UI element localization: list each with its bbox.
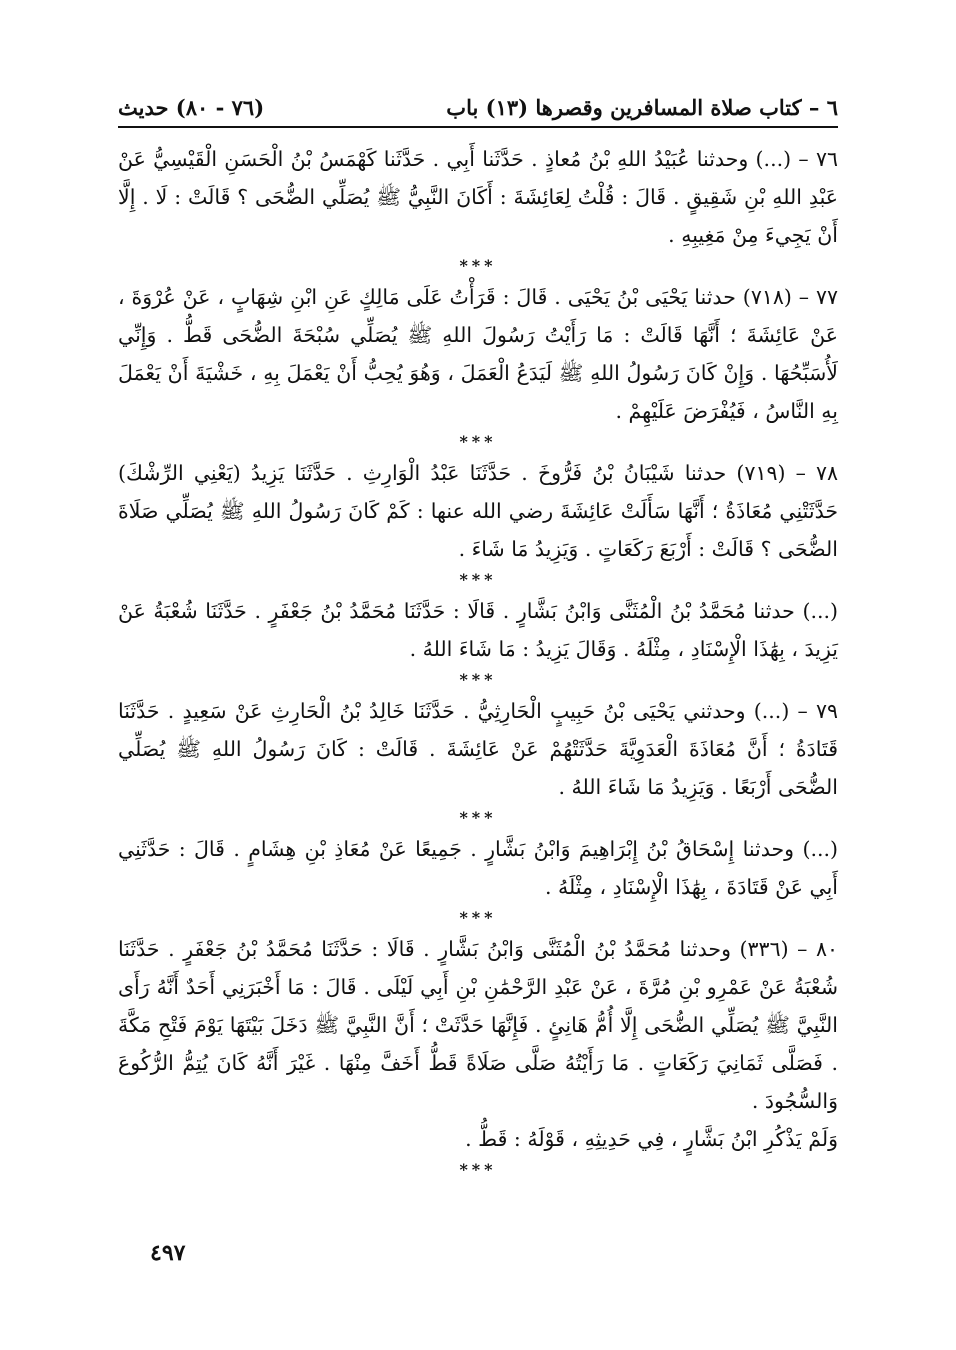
separator: *** (459, 432, 497, 451)
hadith-79-variant: (...) وحدثنا إِسْحَاقُ بْنُ إِبْرَاهِيمَ وَابْنُ بَشَّارٍ . جَمِيعًا عَنْ مُعَاذِ بْنِ هِشَامٍ . قَالَ : حَدَّثَنِي أَبِي عَنْ قَتَادَةَ ، بِهَٰذَا الْإِسْنَادِ ، مِثْلَهُ . (118, 837, 838, 899)
separator: *** (459, 570, 497, 589)
separator: *** (459, 808, 497, 827)
separator: *** (459, 908, 497, 927)
separator: *** (459, 1160, 497, 1179)
hadith-80: ٨٠ – (٣٣٦) وحدثنا مُحَمَّدُ بْنُ الْمُثَنَّى وَابْنُ بَشَّارٍ . قَالَا : حَدَّثَنَا مُحَمَّدُ بْنُ جَعْفَرٍ . حَدَّثَنَا شُعْبَةُ عَنْ عَمْرِو بْنِ مُرَّةَ ، عَنْ عَبْدِ الرَّحْمَٰنِ بْنِ أَبِي لَيْلَى . قَالَ : مَا أَخْبَرَنِي أَحَدٌ أَنَّهُ رَأَى النَّبِيَّ ﷺ يُصَلِّي الضُّحَى إِلَّا أُمُّ هَانِئٍ . فَإِنَّهَا حَدَّثَتْ ؛ أَنَّ النَّبِيَّ ﷺ دَخَلَ بَيْتَهَا يَوْمَ فَتْحِ مَكَّةَ . فَصَلَّى ثَمَانِيَ رَكَعَاتٍ . مَا رَأَيْتُهُ صَلَّى صَلَاةً قَطُّ أَخَفَّ مِنْهَا . غَيْرَ أَنَّهُ كَانَ يُتِمُّ الرُّكُوعَ وَالسُّجُودَ . (118, 937, 838, 1113)
hadith-79: ٧٩ – (...) وحدثني يَحْيَى بْنُ حَبِيبٍ الْحَارِثِيُّ . حَدَّثَنَا خَالِدُ بْنُ الْحَارِثِ عَنْ سَعِيدٍ . حَدَّثَنَا قَتَادَةُ ؛ أَنَّ مُعَاذَةَ الْعَدَوِيَّةَ حَدَّثَتْهُمْ عَنْ عَائِشَةَ . قَالَتْ : كَانَ رَسُولُ اللهِ ﷺ يُصَلِّي الضُّحَى أَرْبَعًا . وَيَزِيدُ مَا شَاءَ اللهُ . (118, 699, 838, 799)
hadith-77: ٧٧ – (٧١٨) حدثنا يَحْيَى بْنُ يَحْيَى . قَالَ : قَرَأْتُ عَلَى مَالِكٍ عَنِ ابْنِ شِهَابٍ ، عَنْ عُرْوَةَ ، عَنْ عَائِشَةَ ؛ أَنَّهَا قَالَتْ : مَا رَأَيْتُ رَسُولَ اللهِ ﷺ يُصَلِّي سُبْحَةَ الضُّحَى قَطُّ . وَإِنِّي لَأُسَبِّحُهَا . وَإِنْ كَانَ رَسُولُ اللهِ ﷺ لَيَدَعُ الْعَمَلَ ، وَهُوَ يُحِبُّ أَنْ يَعْمَلَ بِهِ ، خَشْيَةَ أَنْ يَعْمَلَ بِهِ النَّاسُ ، فَيُفْرَضَ عَلَيْهِمْ . (118, 285, 839, 423)
hadith-80-note: وَلَمْ يَذْكُرِ ابْنُ بَشَّارٍ ، فِي حَدِيثِهِ ، قَوْلَهُ : قَطُّ . (465, 1127, 838, 1151)
hadith-76: ٧٦ – (...) وحدثنا عُبَيْدُ اللهِ بْنُ مُعاذٍ . حَدَّثَنا أَبِي . حَدَّثَنا كَهْمَسُ بْنُ الْحَسَنِ الْقَيْسِيُّ عَنْ عَبْدِ اللهِ بْنِ شَقِيقٍ . قَالَ : قُلْتُ لِعَائِشَةَ : أَكَانَ النَّبِيُّ ﷺ يُصَلِّي الضُّحَى ؟ قَالَتْ : لَا . إِلَّا أَنْ يَجِيءَ مِنْ مَغِيبِهِ . (118, 147, 838, 247)
running-header (118, 84, 838, 128)
separator: *** (459, 670, 497, 689)
chapter-title: ٦ – كتاب صلاة المسافرين وقصرها (١٣) باب (446, 95, 838, 120)
hadith-78-variant: (...) حدثنا مُحَمَّدُ بْنُ الْمُثَنَّى وَابْنُ بَشَّارٍ . قَالَا : حَدَّثَنَا مُحَمَّدُ بْنُ جَعْفَرٍ . حَدَّثَنَا شُعْبَةُ عَنْ يَزِيدَ ، بِهَٰذَا الْإِسْنَادِ ، مِثْلَهُ . وَقَالَ يَزِيدُ : مَا شَاءَ اللهُ . (118, 599, 838, 661)
hadith-range: (٧٦ - ٨٠) حديث (118, 95, 265, 120)
hadith-78: ٧٨ – (٧١٩) حدثنا شَيْبَانُ بْنُ فَرُّوخَ . حَدَّثَنَا عَبْدُ الْوَارِثِ . حَدَّثَنَا يَزِيدُ (يَعْنِي الرِّشْكَ) حَدَّثَتْنِي مُعَاذَةُ ؛ أَنَّهَا سَأَلَتْ عَائِشَةَ رضي الله عنها : كَمْ كَانَ رَسُولُ اللهِ ﷺ يُصَلِّي صَلَاةَ الضُّحَى ؟ قَالَتْ : أَرْبَعَ رَكَعَاتٍ . وَيَزِيدُ مَا شَاءَ . (118, 461, 839, 561)
page-body (118, 140, 838, 1182)
page-number: ٤٩٧ (150, 1240, 186, 1266)
separator: *** (459, 256, 497, 275)
